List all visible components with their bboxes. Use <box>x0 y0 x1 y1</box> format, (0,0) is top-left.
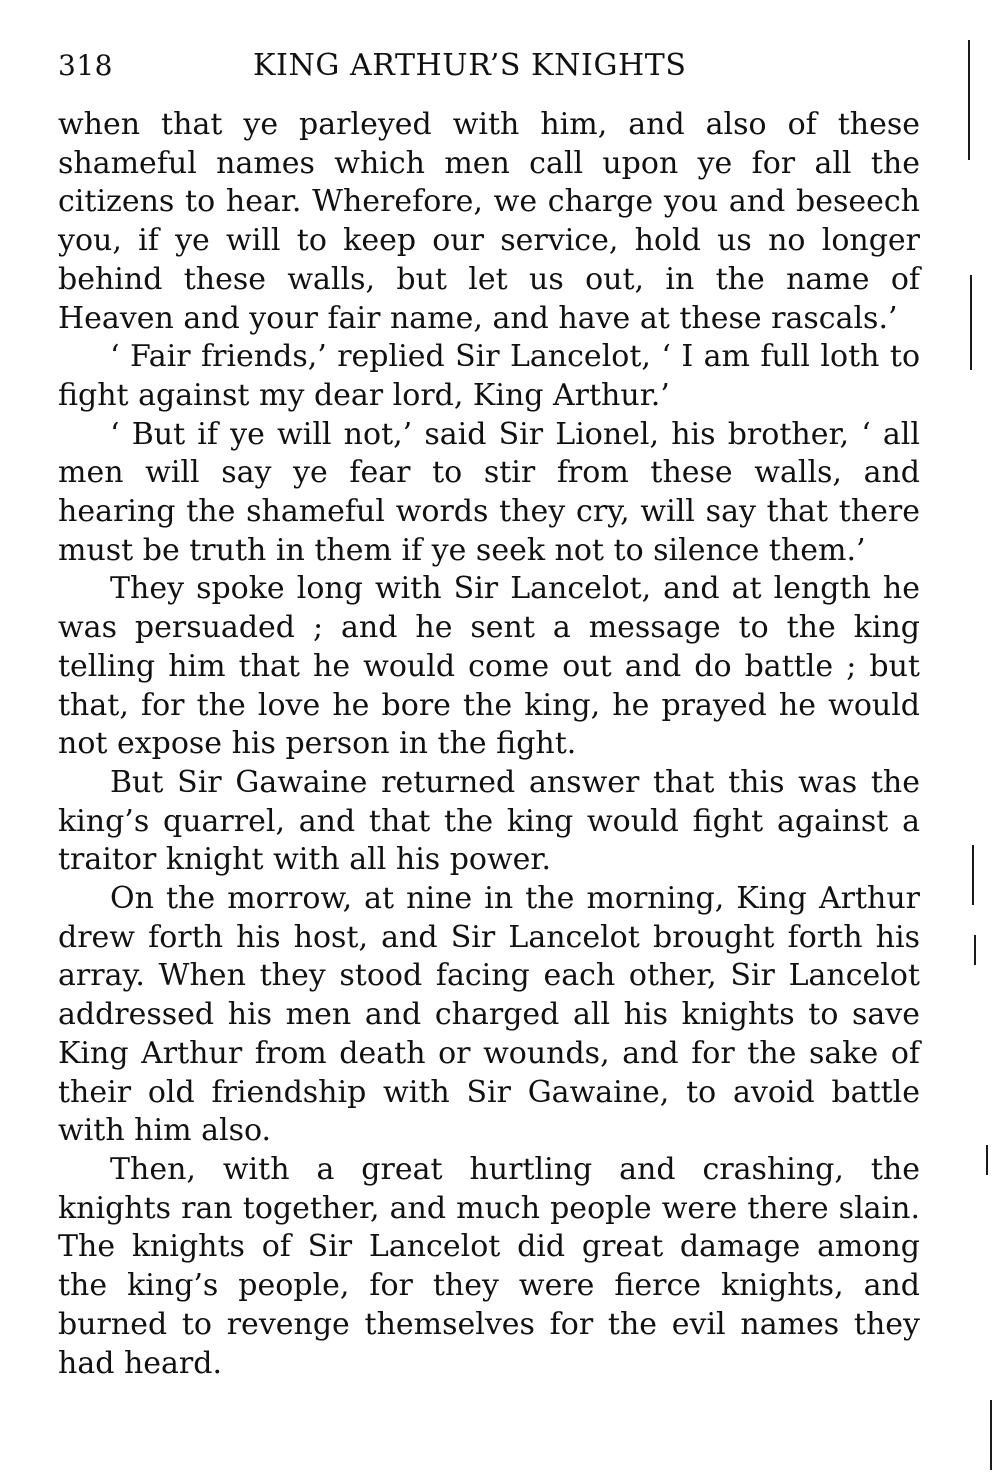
body-text <box>58 106 920 1383</box>
scan-margin-mark <box>974 935 976 965</box>
scan-margin-mark <box>968 40 970 160</box>
scan-margin-mark <box>990 1400 992 1470</box>
paragraph-6: On the morrow, at nine in the morning, King Arthur drew forth his host, and Sir Lancelot brought forth his array. When they stood facing each other, Sir Lancelot addressed his men and charged all his knights to save King Arthur from death or wounds, and for the sake of their old friendship with Sir Gawaine, to avoid battle with him also. <box>58 881 920 1149</box>
paragraph-7: Then, with a great hurtling and crashing, the knights ran together, and much people were there slain. The knights of Sir Lancelot did great damage among the king’s people, for they were fierce knights, and burned to revenge themselves for the evil names they had heard. <box>58 1151 920 1381</box>
scan-margin-mark <box>970 275 972 370</box>
scan-margin-mark <box>986 1145 988 1175</box>
running-head: KING ARTHUR’S KNIGHTS <box>253 48 687 83</box>
paragraph-3: ‘ But if ye will not,’ said Sir Lionel, his brother, ‘ all men will say ye fear to stir from these walls, and hearing the shameful words they cry, will say that there must be truth in them if ye seek not to silence them.’ <box>58 416 920 568</box>
paragraph-1: when that ye parleyed with him, and also of these shameful names which men call upon ye for all the citizens to hear. Wherefore, we charge you and beseech you, if ye will to keep our service, hold us no longer behind these walls, but let us out, in the name of Heaven and your fair name, and have at these rascals.’ <box>58 107 920 336</box>
paragraph-5: But Sir Gawaine returned answer that this was the king’s quarrel, and that the king would fight against a traitor knight with all his power. <box>58 764 920 878</box>
paragraph-4: They spoke long with Sir Lancelot, and at length he was persuaded ; and he sent a message to the king telling him that he would come out and do battle ; but that, for the love he bore the king, he prayed he would not expose his person in the fight. <box>58 571 920 762</box>
scan-margin-mark <box>972 845 974 905</box>
page-number: 318 <box>58 49 113 82</box>
paragraph-2: ‘ Fair friends,’ replied Sir Lancelot, ‘ I am full loth to fight against my dear lord, King Arthur.’ <box>58 339 920 413</box>
page-header <box>58 46 928 90</box>
